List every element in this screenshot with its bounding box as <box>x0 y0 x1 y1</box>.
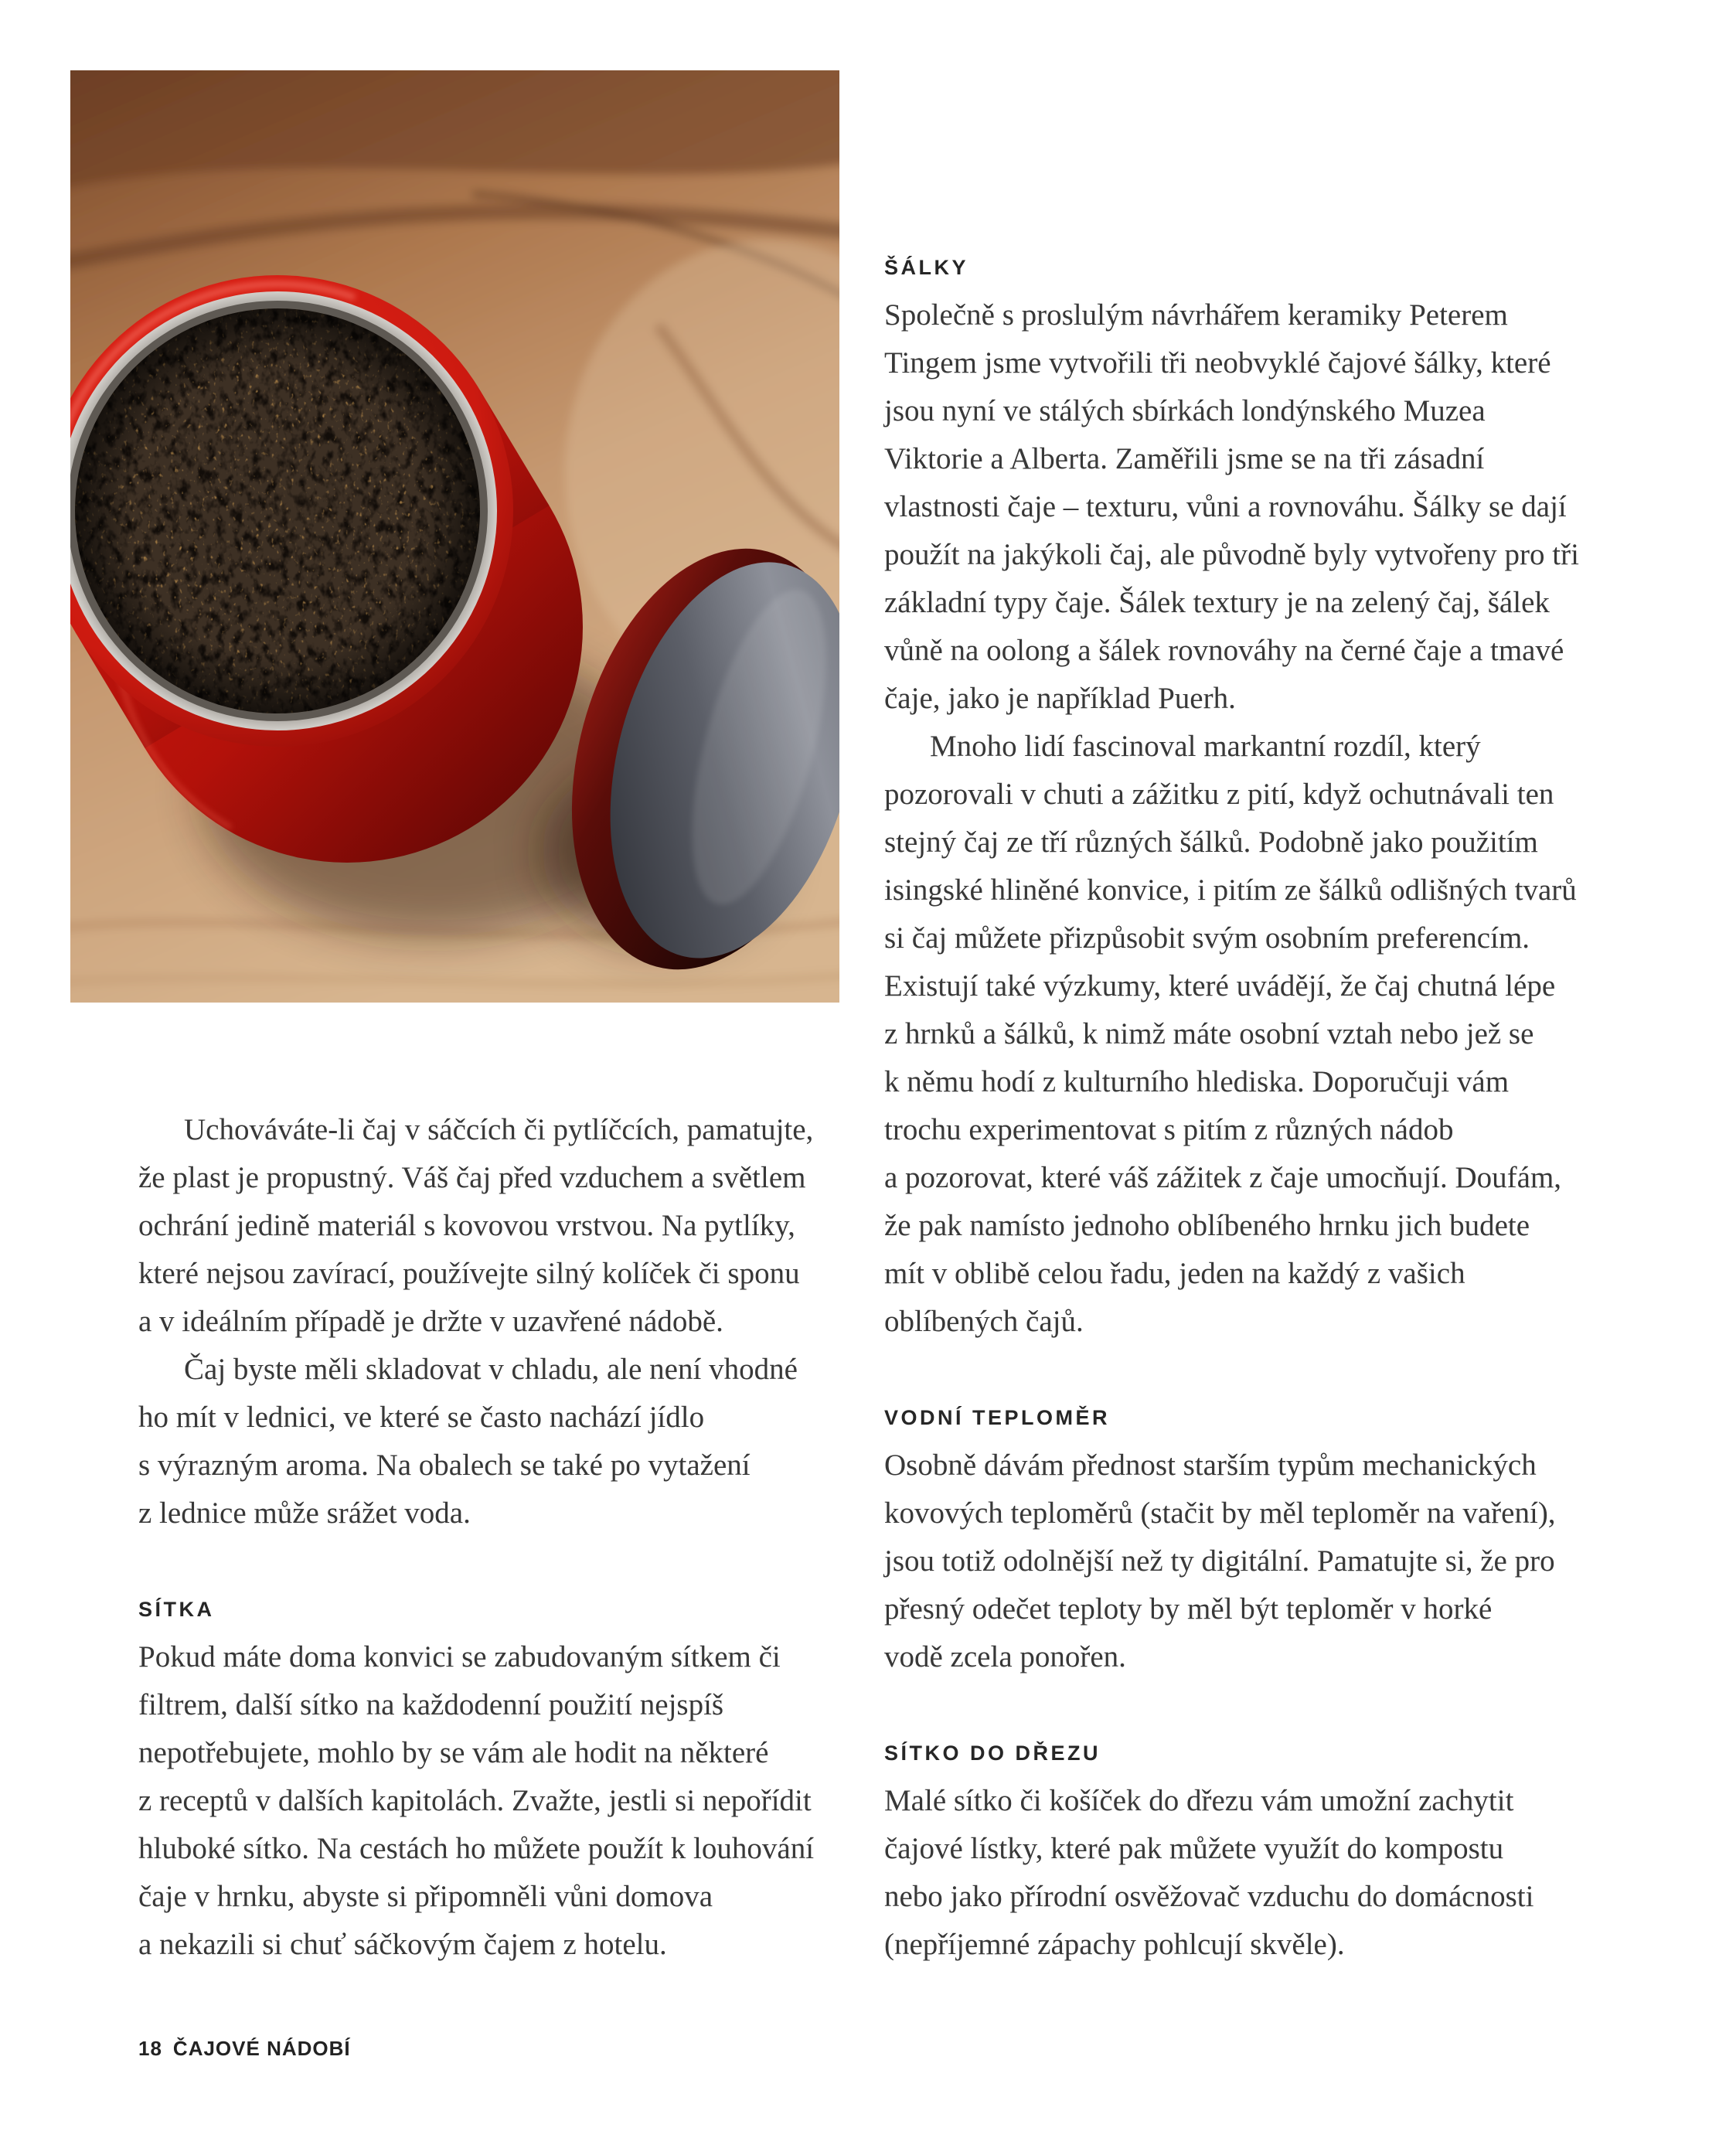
body-text-line: si čaj můžete přizpůsobit svým osobním preferencím. <box>884 921 1530 955</box>
running-head: ČAJOVÉ NÁDOBÍ <box>172 2037 351 2060</box>
paragraph <box>884 1777 1611 1969</box>
body-text-line: z hrnků a šálků, k nimž máte osobní vztah nebo jež se <box>884 1017 1534 1050</box>
body-text-line: Viktorie a Alberta. Zaměřili jsme se na tři zásadní <box>884 442 1485 475</box>
paragraph <box>138 1106 865 1346</box>
body-text-line: které nejsou zavírací, používejte silný kolíček či sponu <box>138 1257 800 1290</box>
body-text-line: Tingem jsme vytvořili tři neobvyklé čajové šálky, které <box>884 346 1551 380</box>
body-text-line: použít na jakýkoli čaj, ale původně byly vytvořeny pro tři <box>884 538 1579 571</box>
body-text-line: přesný odečet teploty by měl být teploměr v horké <box>884 1592 1493 1626</box>
body-text-line: že plast je propustný. Váš čaj před vzduchem a světlem <box>138 1161 806 1194</box>
paragraph <box>138 1346 865 1537</box>
body-text-line: hluboké sítko. Na cestách ho můžete použít k louhování <box>138 1832 815 1865</box>
body-text-line: ho mít v lednici, ve které se často nachází jídlo <box>138 1401 705 1434</box>
paragraph <box>884 723 1611 1346</box>
body-text-line: z lednice může srážet voda. <box>138 1496 471 1530</box>
body-text-line: a pozorovat, které váš zážitek z čaje umocňují. Doufám, <box>884 1161 1562 1194</box>
body-text-line: Uchováváte-li čaj v sáčcích či pytlíčcích, pamatujte, <box>184 1113 814 1146</box>
body-text-line: Existují také výzkumy, které uvádějí, že čaj chutná lépe <box>884 969 1556 1003</box>
page-footer <box>138 2033 351 2064</box>
body-text-line: vodě zcela ponořen. <box>884 1640 1126 1673</box>
body-text-line: a v ideálním případě je držte v uzavřené nádobě. <box>138 1305 723 1338</box>
body-text-line: nebo jako přírodní osvěžovač vzduchu do domácnosti <box>884 1880 1534 1913</box>
body-text-line: trochu experimentovat s pitím z různých nádob <box>884 1113 1454 1146</box>
body-text-line: filtrem, další sítko na každodenní použití nejspíš <box>138 1688 724 1721</box>
body-text-line: oblíbených čajů. <box>884 1305 1084 1338</box>
section-tea-storage <box>138 1106 865 1537</box>
body-text-line: že pak namísto jednoho oblíbeného hrnku jich budete <box>884 1209 1530 1242</box>
body-text-line: jsou nyní ve stálých sbírkách londýnského Muzea <box>884 394 1486 427</box>
body-text-line: čajové lístky, které pak můžete využít do kompostu <box>884 1832 1504 1865</box>
body-text-line: mít v oblibě celou řadu, jeden na každý z vašich <box>884 1257 1465 1290</box>
tea-tin-photo <box>70 70 839 1003</box>
body-text-line: vůně na oolong a šálek rovnováhy na černé čaje a tmavé <box>884 634 1564 667</box>
body-text-line: ochrání jedině materiál s kovovou vrstvou. Na pytlíky, <box>138 1209 795 1242</box>
left-column <box>138 1106 865 1969</box>
section-heading: ŠÁLKY <box>884 256 969 279</box>
section-sitko-do-drezu <box>884 1729 1611 1969</box>
body-text-line: pozorovali v chuti a zážitku z pití, když ochutnávali ten <box>884 778 1554 811</box>
section-vodni-teplomer <box>884 1394 1611 1681</box>
paragraph <box>138 1633 865 1969</box>
body-text-line: kovových teploměrů (stačit by měl teploměr na vaření), <box>884 1496 1556 1530</box>
body-text-line: (nepříjemné zápachy pohlcují skvěle). <box>884 1928 1345 1961</box>
body-text-line: vlastnosti čaje – texturu, vůni a rovnováhu. Šálky se dají <box>884 490 1567 523</box>
body-text-line: základní typy čaje. Šálek textury je na zelený čaj, šálek <box>884 586 1550 619</box>
body-text-line: z receptů v dalších kapitolách. Zvažte, jestli si nepořídit <box>138 1784 812 1817</box>
body-text-line: k němu hodí z kulturního hlediska. Doporučuji vám <box>884 1065 1510 1098</box>
body-text-line: s výrazným aroma. Na obalech se také po vytažení <box>138 1449 751 1482</box>
body-text-line: čaje, jako je například Puerh. <box>884 682 1236 715</box>
body-text-line: isingské hliněné konvice, i pitím ze šálků odlišných tvarů <box>884 873 1577 907</box>
body-text-line: Mnoho lidí fascinoval markantní rozdíl, který <box>930 730 1481 763</box>
section-sitka <box>138 1585 865 1969</box>
body-text-line: čaje v hrnku, abyste si připomněli vůni domova <box>138 1880 713 1913</box>
body-text-line: stejný čaj ze tří různých šálků. Podobně jako použitím <box>884 826 1538 859</box>
right-column <box>884 243 1611 1969</box>
body-text-line: jsou totiž odolnější než ty digitální. Pamatujte si, že pro <box>884 1544 1555 1578</box>
section-heading: SÍTKO DO DŘEZU <box>884 1742 1101 1765</box>
section-heading: SÍTKA <box>138 1598 215 1621</box>
section-salky <box>884 243 1611 1346</box>
body-text-line: a nekazili si chuť sáčkovým čajem z hotelu. <box>138 1928 667 1961</box>
body-text-line: Pokud máte doma konvici se zabudovaným sítkem či <box>138 1640 781 1673</box>
section-heading: VODNÍ TEPLOMĚR <box>884 1406 1111 1429</box>
page-number: 18 <box>138 2037 162 2060</box>
body-text-line: Čaj byste měli skladovat v chladu, ale není vhodné <box>184 1353 798 1386</box>
paragraph <box>884 291 1611 723</box>
body-text-line: Společně s proslulým návrhářem keramiky Peterem <box>884 298 1508 332</box>
body-text-line: Osobně dávám přednost starším typům mechanických <box>884 1449 1537 1482</box>
body-text-line: nepotřebujete, mohlo by se vám ale hodit na některé <box>138 1736 769 1769</box>
paragraph <box>884 1442 1611 1681</box>
body-text-line: Malé sítko či košíček do dřezu vám umožní zachytit <box>884 1784 1514 1817</box>
